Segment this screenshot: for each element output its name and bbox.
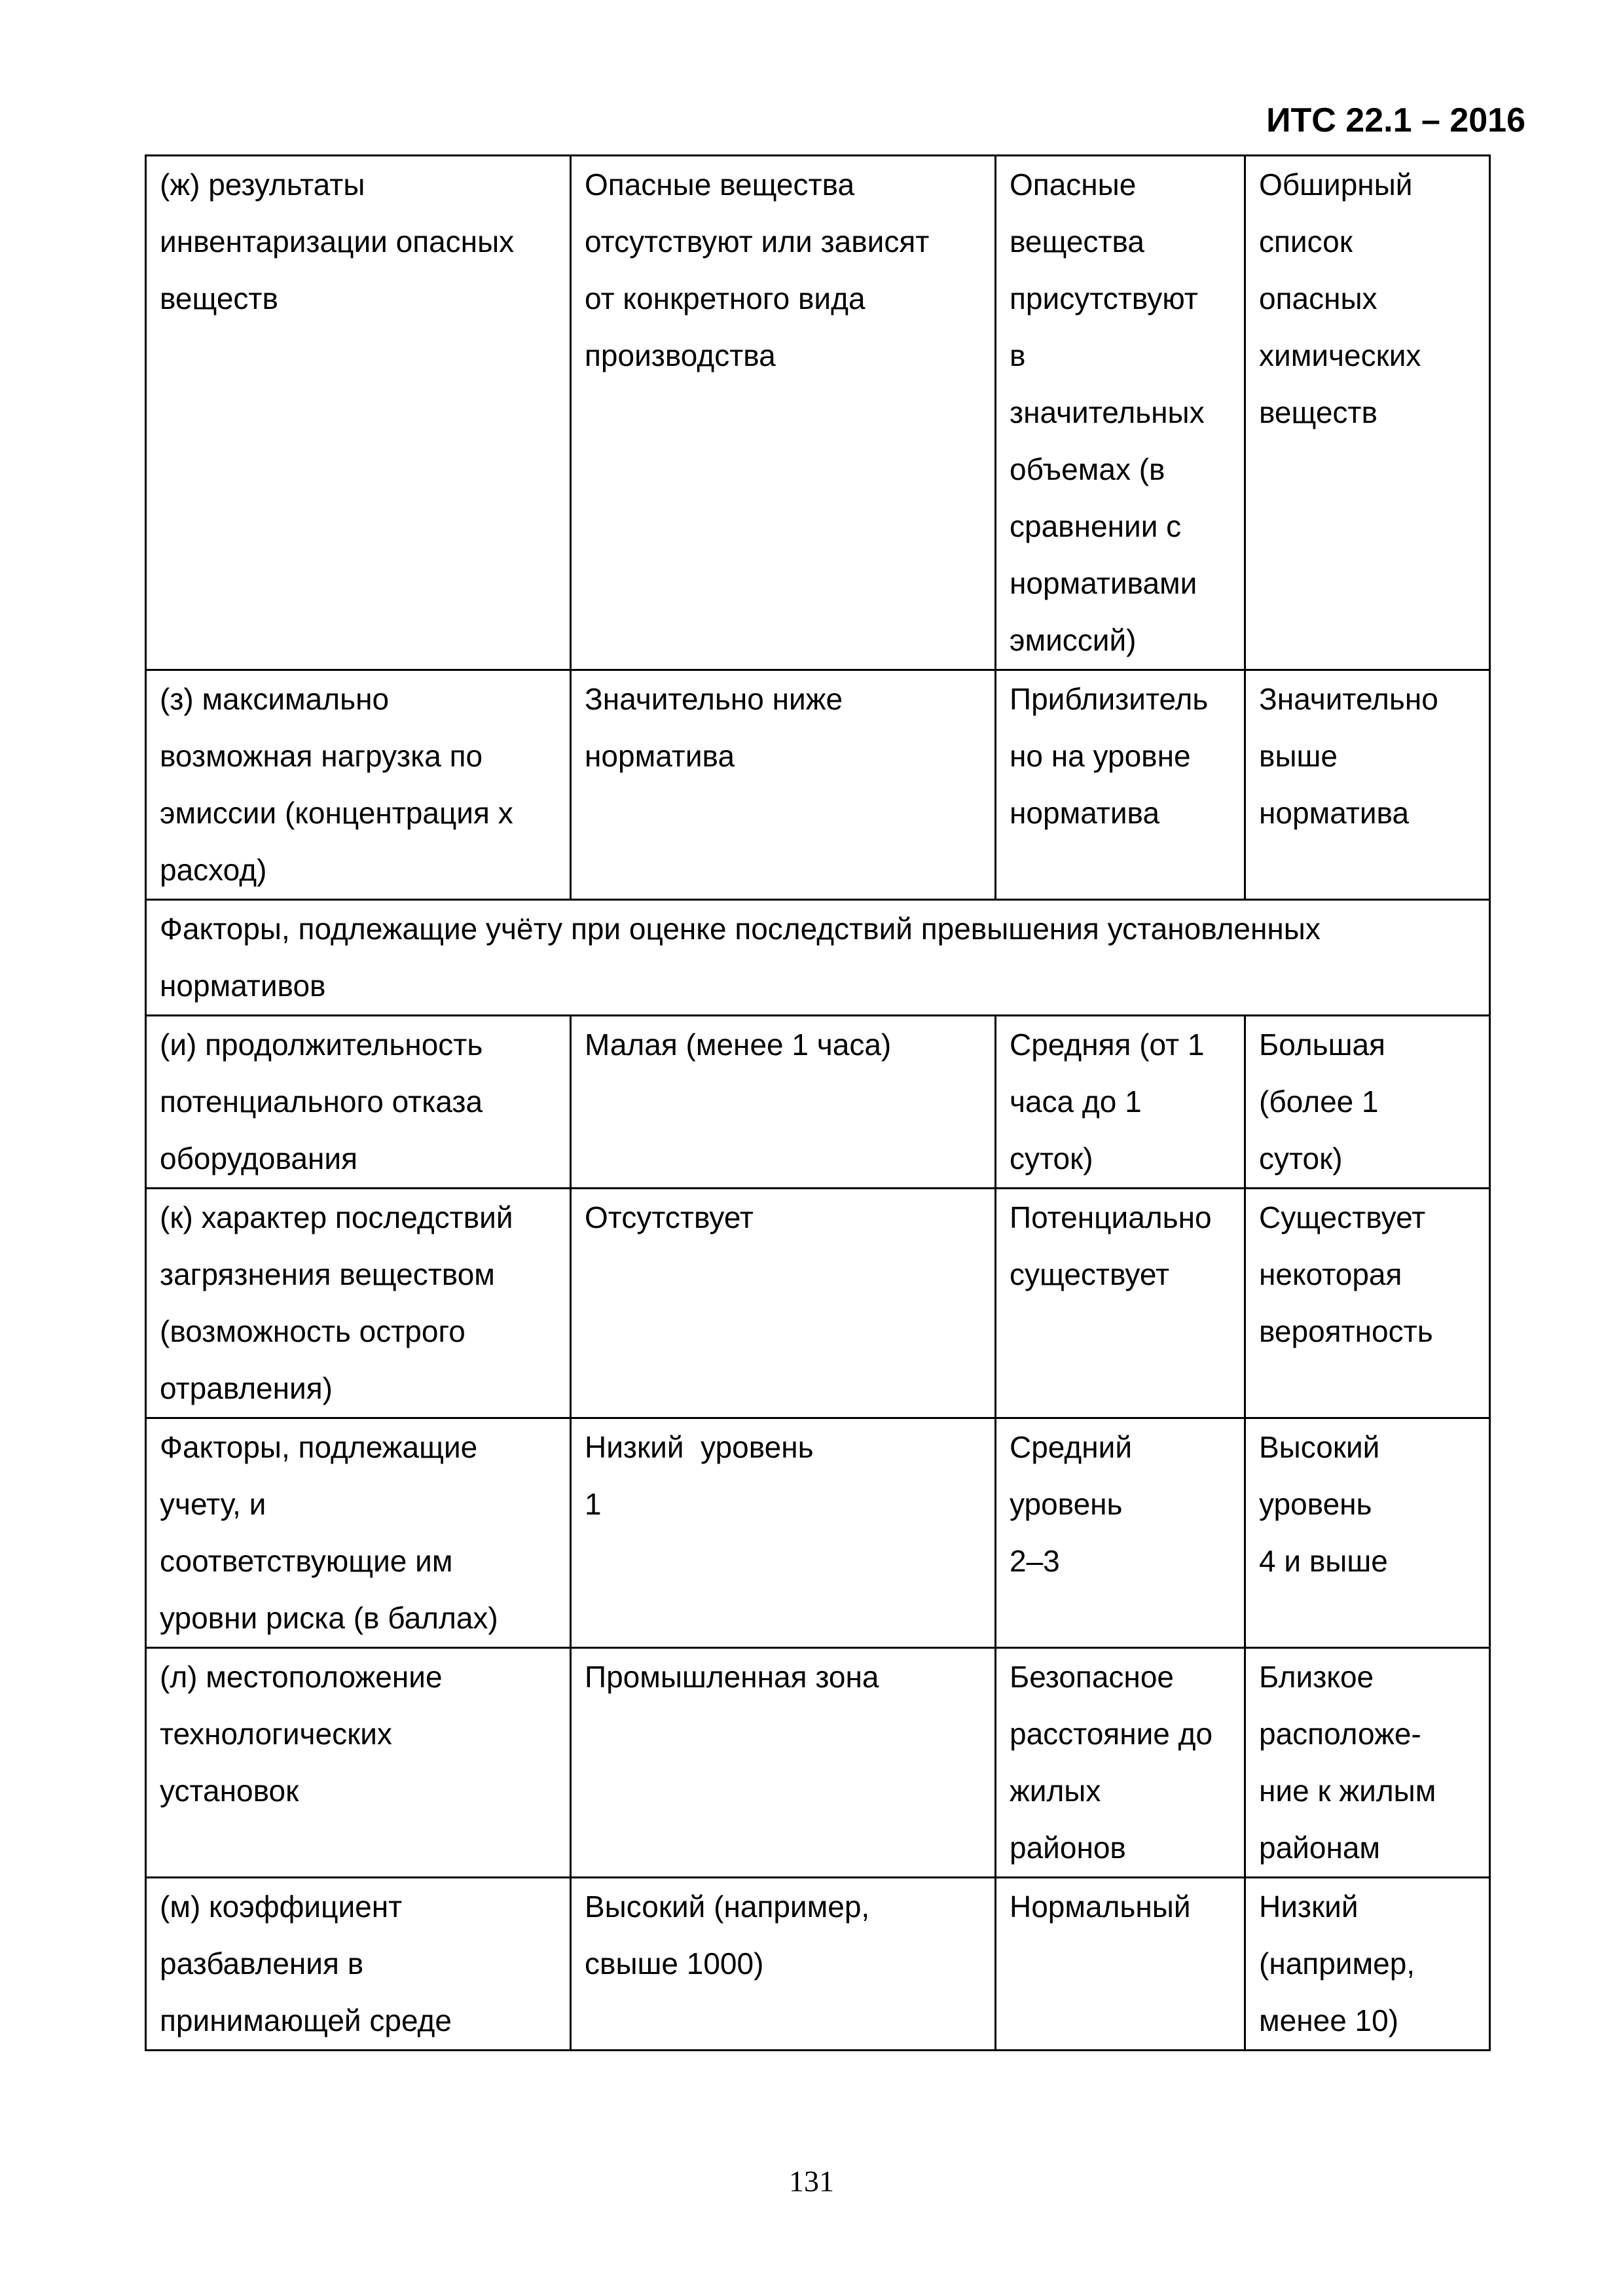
table-row-hazardous-inventory <box>146 156 1490 670</box>
page-number: 131 <box>789 2164 834 2198</box>
high-level-cell: Существует некоторая вероятность <box>1245 1189 1490 1418</box>
medium-level-cell: Приблизитель но на уровне норматива <box>996 670 1245 900</box>
criterion-cell: (к) характер последствий загрязнения веществом (возможность острого отравления) <box>146 1189 571 1418</box>
criterion-cell: Факторы, подлежащие учету, и соответствующие им уровни риска (в баллах) <box>146 1418 571 1648</box>
table-row-risk-scores <box>146 1418 1490 1648</box>
criterion-cell: (з) максимально возможная нагрузка по эмиссии (концентрация х расход) <box>146 670 571 900</box>
table-row-dilution-factor <box>146 1878 1490 2051</box>
document-code: ИТС 22.1 – 2016 <box>1266 101 1525 139</box>
risk-criteria-table <box>145 154 1491 2051</box>
medium-level-cell: Средний уровень 2–3 <box>996 1418 1245 1648</box>
table-row-pollution-consequences <box>146 1189 1490 1418</box>
high-level-cell: Большая (более 1 суток) <box>1245 1016 1490 1189</box>
high-level-cell: Близкое расположе- ние к жилым районам <box>1245 1648 1490 1878</box>
medium-level-cell: Средняя (от 1 часа до 1 суток) <box>996 1016 1245 1189</box>
high-level-cell: Обширный список опасных химических веществ <box>1245 156 1490 670</box>
medium-level-cell: Потенциально существует <box>996 1189 1245 1418</box>
low-level-cell: Малая (менее 1 часа) <box>571 1016 996 1189</box>
medium-level-cell: Опасные вещества присутствуют в значительных объемах (в сравнении с нормативами эмиссий) <box>996 156 1245 670</box>
low-level-cell: Низкий уровень 1 <box>571 1418 996 1648</box>
table-row-failure-duration <box>146 1016 1490 1189</box>
high-level-cell: Низкий (например, менее 10) <box>1245 1878 1490 2051</box>
high-level-cell: Значительно выше норматива <box>1245 670 1490 900</box>
table-row-installation-location <box>146 1648 1490 1878</box>
criterion-cell: (л) местоположение технологических установок <box>146 1648 571 1878</box>
low-level-cell: Значительно ниже норматива <box>571 670 996 900</box>
low-level-cell: Опасные вещества отсутствуют или зависят от конкретного вида производства <box>571 156 996 670</box>
criterion-cell: (м) коэффициент разбавления в принимающей среде <box>146 1878 571 2051</box>
criterion-cell: (и) продолжительность потенциального отказа оборудования <box>146 1016 571 1189</box>
table-row-max-emission-load <box>146 670 1490 900</box>
low-level-cell: Промышленная зона <box>571 1648 996 1878</box>
medium-level-cell: Нормальный <box>996 1878 1245 2051</box>
criterion-cell: (ж) результаты инвентаризации опасных веществ <box>146 156 571 670</box>
table-row-section-heading <box>146 900 1490 1016</box>
low-level-cell: Отсутствует <box>571 1189 996 1418</box>
medium-level-cell: Безопасное расстояние до жилых районов <box>996 1648 1245 1878</box>
section-heading-cell: Факторы, подлежащие учёту при оценке последствий превышения установленных нормативов <box>146 900 1490 1016</box>
low-level-cell: Высокий (например, свыше 1000) <box>571 1878 996 2051</box>
high-level-cell: Высокий уровень 4 и выше <box>1245 1418 1490 1648</box>
